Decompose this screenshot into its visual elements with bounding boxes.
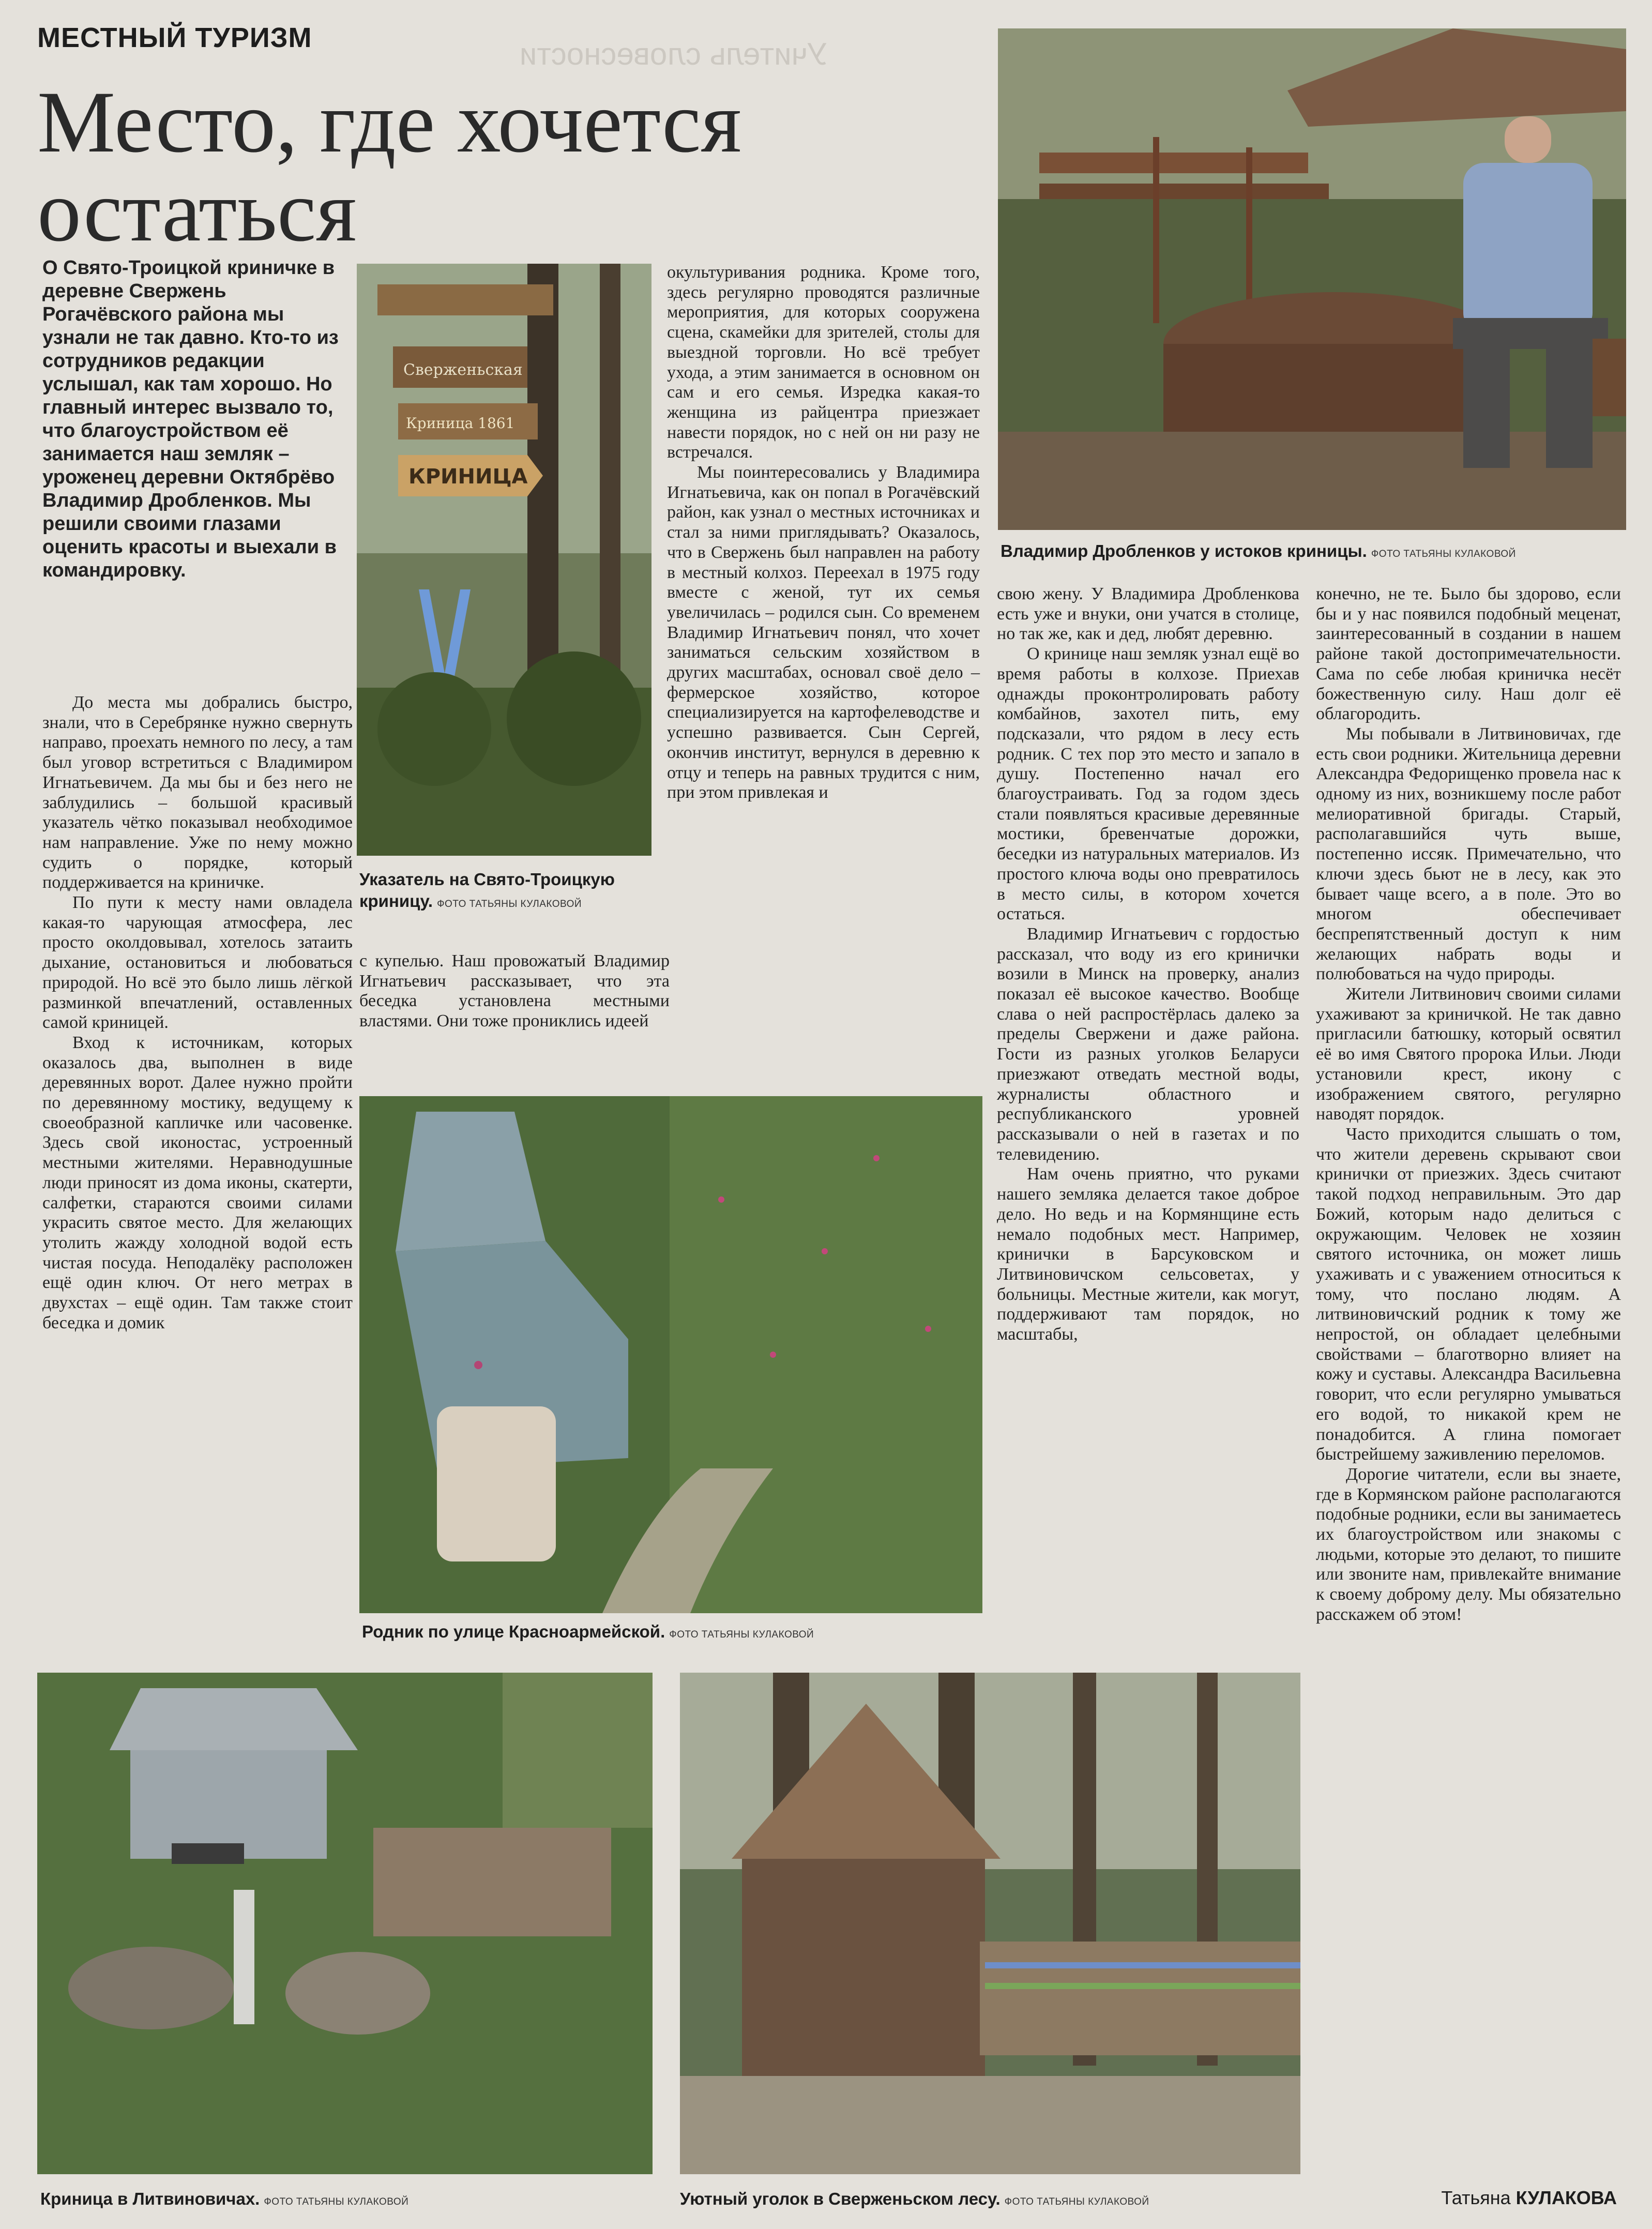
paragraph: До места мы добрались быстро, знали, что в Серебрянке нужно свернуть направо, проехать немного по лесу, а там был уговор встретиться с Владимиром Игнатьевичем. Да мы бы и без него не заблудились – большой красивый указатель чётко показывал необходимое нам направление. Уже по нему можно судить о порядке, который поддерживается на криничке. xyxy=(42,693,353,892)
paragraph: Жители Литвинович своими силами ухаживают за криничкой. Не так давно пригласили батюшку, который освятил её во имя Святого пророка Ильи. Люди установили крест, икону с изображением святого, регулярно наводят порядок. xyxy=(1316,984,1621,1124)
bleed-through-text: Учитель словесности xyxy=(519,37,827,71)
caption-text: Указатель на Свято-Троицкую криницу. xyxy=(359,870,615,911)
paragraph: По пути к месту нами овладела какая-то чарующая атмосфера, лес просто околдовывал, хотелось затаить дыхание, остановиться и любоваться природой. Но всё это было лишь лёгкой разминкой впечатлений, оставленных самой криницей. xyxy=(42,893,353,1033)
photo-credit: ФОТО ТАТЬЯНЫ КУЛАКОВОЙ xyxy=(1004,2196,1149,2207)
article-column-3 xyxy=(667,263,980,1085)
sign-text-2: Криница 1861 xyxy=(406,415,515,432)
author-first-name: Татьяна xyxy=(1441,2187,1511,2208)
caption-cozy-corner xyxy=(680,2188,1306,2213)
sign-text-3: КРИНИЦА xyxy=(408,465,528,489)
article-column-1 xyxy=(42,693,353,1647)
paragraph: Мы поинтересовались у Владимира Игнатьевича, как он попал в Рогачёвский район, как узнал о местных источниках и стал за ними приглядывать? Оказалось, что в Свержень был направлен на работу в местный колхоз. Переехал в 1975 году вместе с женой, тут их семья увеличилась – родился сын. Со временем Владимир Игнатьевич понял, что хочет заниматься сельским хозяйством в других масштабах, основал своё дело – фермерское хозяйство, которое специализируется на картофелеводстве и успешно развивается. Сын Сергей, окончив институт, вернулся в деревню к отцу и теперь на равных трудится с ним, при этом привлекая и xyxy=(667,463,980,802)
paragraph: конечно, не те. Было бы здорово, если бы и у нас появился подобный меценат, заинтересованный в создании в нашем районе такой достопримечательности. Сама по себе любая криничка несёт божественную силу. Наш долг её облагородить. xyxy=(1316,584,1621,724)
paragraph: Мы побывали в Литвиновичах, где есть свои родники. Жительница деревни Александра Федорищенко провела нас к одному из них, возникшему после работ мелиоративной бригады. Старый, располагавшийся чуть выше, постепенно иссяк. Примечательно, что ключи здесь бьют не в лесу, как это бывает чаще всего, а в поле. Это во многом обеспечивает беспрепятственный доступ к ним желающих набрать воды и полюбоваться на чудо природы. xyxy=(1316,724,1621,984)
paragraph: с купелью. Наш провожатый Владимир Игнатьевич рассказывает, что эта беседка установлена местными властями. Они тоже прониклись идеей xyxy=(359,951,670,1031)
caption-text: Криница в Литвиновичах. xyxy=(40,2189,260,2208)
caption-man xyxy=(1001,540,1626,565)
paragraph: окультуривания родника. Кроме того, здесь регулярно проводятся различные мероприятия, для которых сооружена сцена, скамейки для зрителей, столы для выездной торговли. Но всё требует ухода, а этим занимается в основном он сам и его семья. Изредка какая-то женщина из райцентра приезжает навести порядок, но с ней он ни разу не встречался. xyxy=(667,263,980,462)
paragraph: свою жену. У Владимира Дробленкова есть уже и внуки, они учатся в столице, но так же, как и дед, любят деревню. xyxy=(997,584,1299,644)
paragraph: Вход к источникам, которых оказалось два, выполнен в виде деревянных ворот. Далее нужно пройти по деревянному мостику, ведущему к своеобразной капличке или часовенке. Здесь свой иконостас, устроенный местными жителями. Неравнодушные люди приносят из дома иконы, скатерти, салфетки, стараются своими силами украсить святое место. Для желающих утолить жажду холодной водой есть чистая посуда. Неподалёку расположен ещё один ключ. От него метрах в двухстах – ещё один. Там также стоит беседка и домик xyxy=(42,1033,353,1332)
caption-litvinovichi xyxy=(40,2188,656,2213)
photo-cozy-corner xyxy=(680,1673,1300,2174)
litvinovichi-photo-art xyxy=(37,1673,653,2174)
photo-credit: ФОТО ТАТЬЯНЫ КУЛАКОВОЙ xyxy=(437,899,582,909)
paragraph: Владимир Игнатьевич с гордостью рассказал, что воду из его кринички возили в Минск на проверку, анализ показал её высокое качество. Вообще слава о ней распростёрлась далеко за пределы Свержени и даже района. Гости из разных уголков Беларуси приезжают отведать местной воды, журналисты областного и республиканского уровней рассказывали о ней в газетах и по телевидению. xyxy=(997,924,1299,1164)
caption-text: Уютный уголок в Сверженьском лесу. xyxy=(680,2189,1001,2208)
caption-text: Владимир Дробленков у истоков криницы. xyxy=(1001,541,1367,560)
lead-paragraph: О Свято-Троицкой криничке в деревне Свержень Рогачёвского района мы узнали не так давно. Кто-то из сотрудников редакции услышал, как там хорошо. Но главный интерес вызвало то, что благоустройством её занимается наш земляк – уроженец деревни Октябрёво Владимир Дробленков. Мы решили своими глазами оценить красоты и выехали в командировку. xyxy=(42,257,339,581)
caption-sign xyxy=(359,869,654,915)
article-column-4 xyxy=(997,584,1299,1649)
photo-credit: ФОТО ТАТЬЯНЫ КУЛАКОВОЙ xyxy=(1371,549,1516,559)
paragraph: Часто приходится слышать о том, что жители деревень скрывают свои кринички от приезжих. Здесь считают такой подход неправильным. Это дар Божий, которым надо делиться с окружающим. Человек не хозяин святого источника, он может лишь ухаживать и с уважением относиться к тому, что послано людям. А литвиновичский родник к тому же непростой, он обладает целебными свойствами – благотворно влияет на кожу и суставы. Александра Васильевна говорит, что если регулярно умываться его водой, то никакой крем не понадобится. А глина помогает быстрейшему заживлению переломов. xyxy=(1316,1124,1621,1464)
article-column-5 xyxy=(1316,584,1621,2166)
sign-photo-art xyxy=(357,264,651,856)
photo-sign xyxy=(357,264,651,856)
photo-spring xyxy=(359,1096,982,1613)
author-byline xyxy=(1441,2187,1617,2209)
photo-credit: ФОТО ТАТЬЯНЫ КУЛАКОВОЙ xyxy=(264,2196,409,2207)
paragraph: О кринице наш земляк узнал ещё во время работы в колхозе. Приехав однажды проконтролировать работу комбайнов, захотел пить, ему подсказали, что рядом в лесу есть родник. С тех пор это место и запало в душу. Постепенно начал его благоустраивать. Год за годом здесь стали появляться красивые деревянные мостики, бревенчатые дорожки, беседки из натуральных материалов. Из простого ключа воды оно превратилось в место силы, в котором хочется остаться. xyxy=(997,644,1299,924)
author-last-name: КУЛАКОВА xyxy=(1515,2187,1617,2208)
cozy-corner-photo-art xyxy=(680,1673,1300,2174)
section-rubric: МЕСТНЫЙ ТУРИЗМ xyxy=(37,22,312,53)
caption-spring xyxy=(362,1621,982,1646)
article-column-2-top xyxy=(359,951,670,1081)
spring-photo-art xyxy=(359,1096,982,1613)
sign-text-1: Сверженьская xyxy=(403,361,523,379)
photo-credit: ФОТО ТАТЬЯНЫ КУЛАКОВОЙ xyxy=(669,1629,814,1640)
photo-litvinovichi xyxy=(37,1673,653,2174)
paragraph: Дорогие читатели, если вы знаете, где в Кормянском районе располагаются подобные родники, если вы занимаетесь их благоустройством или знакомы с людьми, которые это делают, то пишите или звоните нам, привлекайте внимание к своему доброму делу. Мы обязательно расскажем об этом! xyxy=(1316,1464,1621,1624)
man-photo-art xyxy=(998,28,1626,530)
caption-text: Родник по улице Красноармейской. xyxy=(362,1622,665,1641)
photo-man xyxy=(998,28,1626,530)
headline: Место, где хочется остаться xyxy=(37,73,741,260)
paragraph: Нам очень приятно, что руками нашего земляка делается такое доброе дело. Но ведь и на Кормянщине есть немало подобных мест. Например, кринички в Барсуковском и Литвиновичском сельсоветах, у больницы. Местные жители, как могут, поддерживают там порядок, но масштабы, xyxy=(997,1164,1299,1344)
